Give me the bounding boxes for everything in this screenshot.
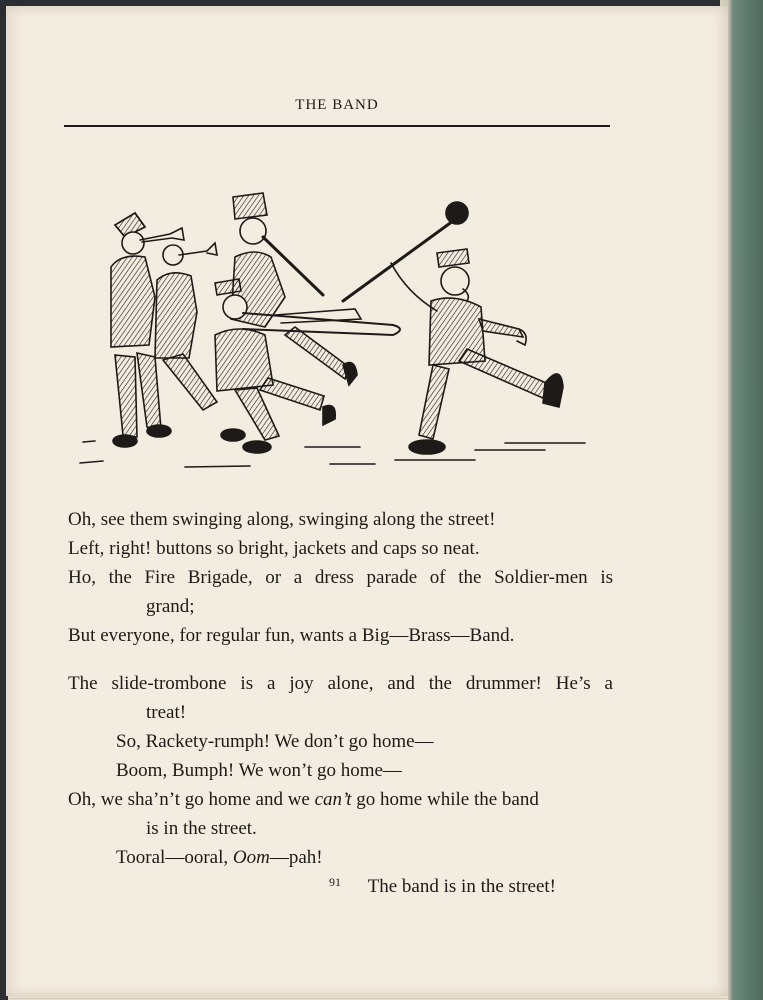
- poem-line-continuation: treat!: [146, 702, 187, 723]
- trumpeter-figure: [155, 243, 217, 410]
- poem-text: —pah!: [269, 847, 323, 868]
- poem-line-continuation: is in the street.: [146, 818, 257, 839]
- page-number: 91: [329, 875, 341, 889]
- running-head: THE BAND: [295, 97, 379, 113]
- poem-line-refrain: [68, 843, 613, 872]
- poem-line-closing: The band is in the street!: [367, 876, 556, 897]
- stanza-break: [68, 650, 613, 669]
- poem-text: go home while the band: [351, 789, 539, 810]
- poem-line: [68, 785, 613, 814]
- poem-line: Ho, the Fire Brigade, or a dress parade of the Soldier-men is: [68, 567, 613, 588]
- poem-line-refrain: Boom, Bumph! We won’t go home—: [116, 760, 402, 781]
- head-rule: [64, 125, 610, 127]
- poem: [68, 505, 613, 901]
- drum-major-figure: [343, 202, 563, 454]
- poem-line: But everyone, for regular fun, wants a Big—Brass—Band.: [68, 625, 515, 646]
- poem-line-continuation: grand;: [146, 596, 195, 617]
- trombone-player-figure: [215, 279, 400, 453]
- poem-text: Tooral—ooral,: [116, 847, 233, 868]
- poem-line: The slide-trombone is a joy alone, and the drummer! He’s a: [68, 673, 613, 694]
- marching-band-illustration: [75, 185, 595, 475]
- poem-emphasis: can’t: [314, 789, 352, 810]
- poem-line: Oh, see them swinging along, swinging along the street!: [68, 509, 496, 530]
- poem-text: Oh, we sha’n’t go home and we: [68, 789, 315, 810]
- poem-emphasis: Oom: [232, 847, 270, 868]
- poem-line-refrain: So, Rackety-rumph! We don’t go home—: [116, 731, 434, 752]
- poem-line: Left, right! buttons so bright, jackets and caps so neat.: [68, 538, 480, 559]
